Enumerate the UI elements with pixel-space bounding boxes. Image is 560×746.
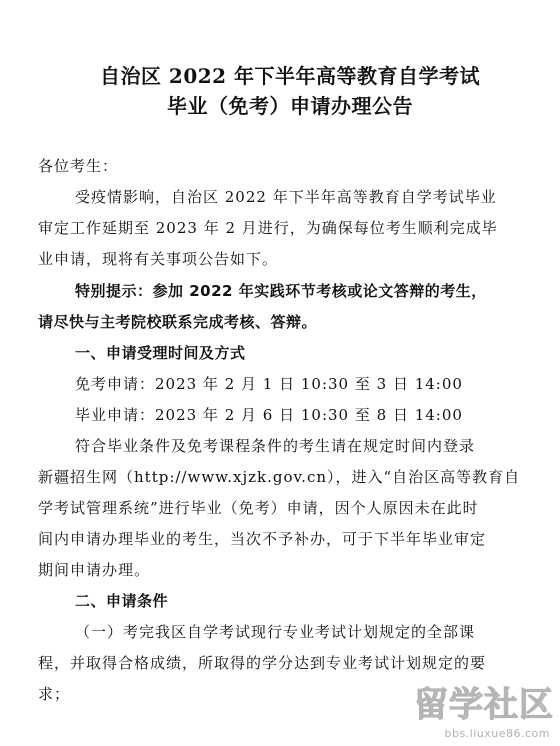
special-notice-line: 请尽快与主考院校联系完成考核、答辩。 — [38, 313, 318, 331]
title-line-1: 自治区 2022 年下半年高等教育自学考试 — [99, 64, 481, 88]
watermark-url: bbs.liuxue86.com — [444, 727, 550, 740]
graduation-application-time: 毕业申请：2023 年 2 月 6 日 10:30 至 8 日 14:00 — [75, 406, 463, 424]
condition-1-line: 程，并取得合格成绩，所取得的学分达到专业考试计划规定的要 — [38, 654, 487, 672]
section-1-heading: 一、申请受理时间及方式 — [75, 344, 246, 362]
method-paragraph-line: 新疆招生网（http://www.xjzk.gov.cn），进入“自治区高等教育自 — [38, 468, 521, 486]
method-paragraph-line: 学考试管理系统”进行毕业（免考）申请，因个人原因未在此时 — [38, 499, 479, 517]
condition-1-line: 求； — [38, 685, 71, 703]
section-2-heading: 二、申请条件 — [75, 592, 169, 610]
intro-line: 受疫情影响，自治区 2022 年下半年高等教育自学考试毕业 — [75, 188, 497, 206]
watermark-logo-text: 留学社区 — [414, 685, 554, 725]
intro-line: 业申请，现将有关事项公告如下。 — [38, 250, 279, 268]
exempt-application-time: 免考申请：2023 年 2 月 1 日 10:30 至 3 日 14:00 — [75, 375, 463, 393]
salutation: 各位考生： — [38, 157, 119, 175]
intro-line: 审定工作延期至 2023 年 2 月进行，为确保每位考生顺利完成毕 — [38, 219, 498, 237]
title-line-2: 毕业（免考）申请办理公告 — [167, 94, 413, 118]
condition-1-line: （一）考完我区自学考试现行专业考试计划规定的全部课 — [75, 623, 476, 641]
site-watermark — [406, 680, 556, 742]
method-paragraph-line: 符合毕业条件及免考课程条件的考生请在规定时间内登录 — [75, 437, 476, 455]
method-paragraph-line: 期间申请办理。 — [38, 561, 151, 579]
special-notice-line: 特别提示：参加 2022 年实践环节考核或论文答辩的考生， — [75, 282, 487, 300]
method-paragraph-line: 间内申请办理毕业的考生，当次不予补办，可于下半年毕业审定 — [38, 530, 487, 548]
